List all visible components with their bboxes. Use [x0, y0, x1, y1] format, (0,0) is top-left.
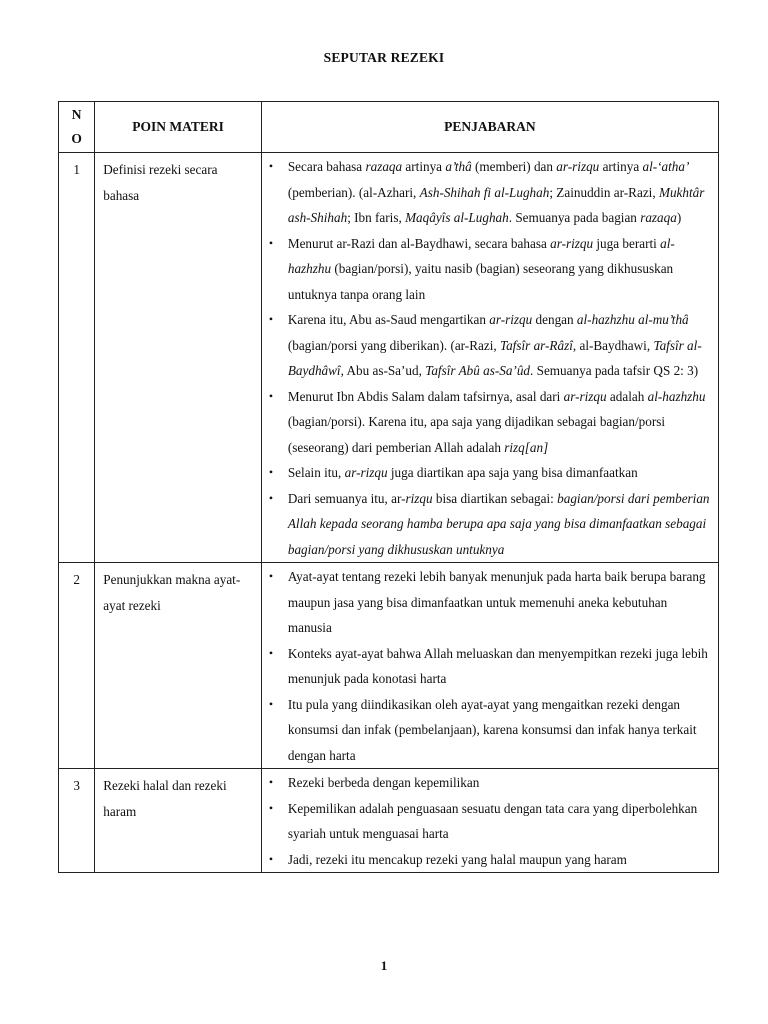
italic-term: bagian/porsi dari pemberian Allah kepada seorang hamba berupa apa saja yang bisa dimanfaatkan sebagai bagian/porsi yang dikhususkan untuknya: [287, 490, 710, 557]
text-segment: Itu pula yang diindikasikan oleh ayat-ayat yang mengaitkan rezeki dengan konsumsi dan infak (pembelanjaan), karena konsumsi dan infak hanya terkait dengan harta: [287, 696, 697, 763]
penjabaran-cell: [261, 769, 718, 873]
italic-term: Maqâyîs al-Lughah: [405, 210, 509, 225]
table-header-row: [59, 102, 719, 153]
table-row: [59, 769, 719, 873]
text-segment: ; Zainuddin ar-Razi,: [549, 184, 659, 200]
italic-term: al-hazhzhu: [287, 235, 675, 276]
text-segment: adalah: [606, 388, 648, 404]
poin-materi-cell: Rezeki halal dan rezeki haram: [95, 769, 262, 873]
bullet-list: [262, 769, 718, 872]
text-segment: Secara bahasa: [287, 159, 366, 174]
text-segment: dengan: [532, 312, 577, 327]
content-table: [58, 101, 719, 873]
header-penjabaran: PENJABARAN: [261, 102, 718, 153]
text-segment: (pemberian). (al-Azhari,: [287, 184, 420, 200]
bullet-item: [288, 384, 710, 461]
bullet-item: [288, 641, 710, 692]
text-segment: (bagian/porsi). Karena itu, apa saja yang dijadikan sebagai bagian/porsi (seseorang) dari pemberian Allah adalah: [287, 414, 666, 455]
italic-term: rizq[an]: [504, 439, 549, 455]
italic-term: razaqa: [365, 159, 403, 174]
text-segment: ): [676, 210, 682, 225]
text-segment: . Semuanya pada bagian: [508, 210, 641, 225]
text-segment: Menurut ar-Razi dan al-Baydhawi, secara bahasa: [287, 235, 551, 251]
italic-term: ar-rizqu: [550, 235, 594, 251]
text-segment: (bagian/porsi yang diberikan). (ar-Razi,: [287, 337, 500, 353]
text-segment: , al-Baydhawi,: [572, 337, 654, 353]
bullet-list: [262, 153, 718, 562]
text-segment: Ayat-ayat tentang rezeki lebih banyak menunjuk pada harta baik berupa barang maupun jasa yang bisa dimanfaatkan untuk memenuhi aneka kebutuhan manusia: [287, 569, 706, 635]
italic-term: ar-rizqu: [556, 159, 600, 174]
text-segment: (memberi) dan: [471, 159, 557, 174]
italic-term: a’thâ: [445, 159, 472, 174]
page-number: 1: [380, 958, 388, 973]
header-no-line1: N: [71, 107, 82, 122]
italic-term: Ash-Shihah fi al-Lughah: [419, 184, 550, 200]
text-segment: Kepemilikan adalah penguasaan sesuatu dengan tata cara yang diperbolehkan syariah untuk menguasai harta: [287, 800, 698, 841]
header-no-line2: O: [71, 131, 82, 146]
italic-term: ar-rizqu: [344, 465, 388, 480]
italic-term: rizqu: [405, 490, 433, 506]
bullet-item: [288, 307, 710, 384]
text-segment: Jadi, rezeki itu mencakup rezeki yang halal maupun yang haram: [287, 851, 627, 867]
penjabaran-cell: [261, 563, 718, 769]
penjabaran-cell: [261, 153, 718, 563]
table-row: [59, 153, 719, 563]
table-row: [59, 563, 719, 769]
bullet-item: [288, 692, 710, 769]
text-segment: Karena itu, Abu as-Saud mengartikan: [287, 312, 490, 327]
text-segment: , Abu as-Sa’ud,: [340, 363, 426, 378]
text-segment: Konteks ayat-ayat bahwa Allah meluaskan dan menyempitkan rezeki juga lebih menunjuk pada konotasi harta: [287, 645, 708, 686]
text-segment: ; Ibn faris,: [347, 210, 406, 225]
italic-term: ar-rizqu: [489, 312, 533, 327]
row-number: 2: [59, 563, 95, 769]
text-segment: (bagian/porsi), yaitu nasib (bagian) seseorang yang dikhususkan untuknya tanpa orang lain: [287, 261, 674, 302]
document-title: SEPUTAR REZEKI: [323, 50, 445, 65]
italic-term: al-hazhzhu al-mu’thâ: [576, 312, 689, 327]
row-number: 1: [59, 153, 95, 563]
bullet-item: [288, 486, 710, 563]
text-segment: Dari semuanya itu, ar-: [287, 490, 406, 506]
bullet-item: [288, 460, 710, 486]
text-segment: juga diartikan apa saja yang bisa dimanfaatkan: [387, 465, 638, 480]
bullet-list: [262, 563, 718, 768]
text-segment: Menurut Ibn Abdis Salam dalam tafsirnya, asal dari: [287, 388, 564, 404]
bullet-item: [288, 154, 710, 231]
bullet-item: [288, 796, 710, 847]
text-segment: artinya: [402, 159, 446, 174]
bullet-item: [288, 770, 710, 796]
text-segment: juga berarti: [593, 235, 661, 251]
bullet-item: [288, 564, 710, 641]
italic-term: al-‘atha’: [642, 159, 690, 174]
bullet-item: [288, 847, 710, 873]
text-segment: bisa diartikan sebagai:: [432, 490, 558, 506]
text-segment: . Semuanya pada tafsir QS 2: 3): [530, 363, 699, 378]
italic-term: razaqa: [640, 210, 677, 225]
italic-term: Mukhtâr ash-Shihah: [287, 184, 705, 225]
italic-term: ar-rizqu: [563, 388, 607, 404]
italic-term: Tafsîr Abû as-Sa’ûd: [425, 363, 531, 378]
italic-term: Tafsîr al-Baydhâwî: [287, 337, 702, 378]
bullet-item: [288, 231, 710, 308]
italic-term: al-hazhzhu: [647, 388, 706, 404]
text-segment: Rezeki berbeda dengan kepemilikan: [287, 775, 480, 790]
text-segment: Selain itu,: [287, 465, 345, 480]
header-no: [59, 102, 95, 153]
italic-term: Tafsîr ar-Râzî: [499, 337, 573, 353]
text-segment: artinya: [599, 159, 643, 174]
header-poin-materi: POIN MATERI: [95, 102, 262, 153]
poin-materi-cell: Penunjukkan makna ayat-ayat rezeki: [95, 563, 262, 769]
poin-materi-cell: Definisi rezeki secara bahasa: [95, 153, 262, 563]
row-number: 3: [59, 769, 95, 873]
